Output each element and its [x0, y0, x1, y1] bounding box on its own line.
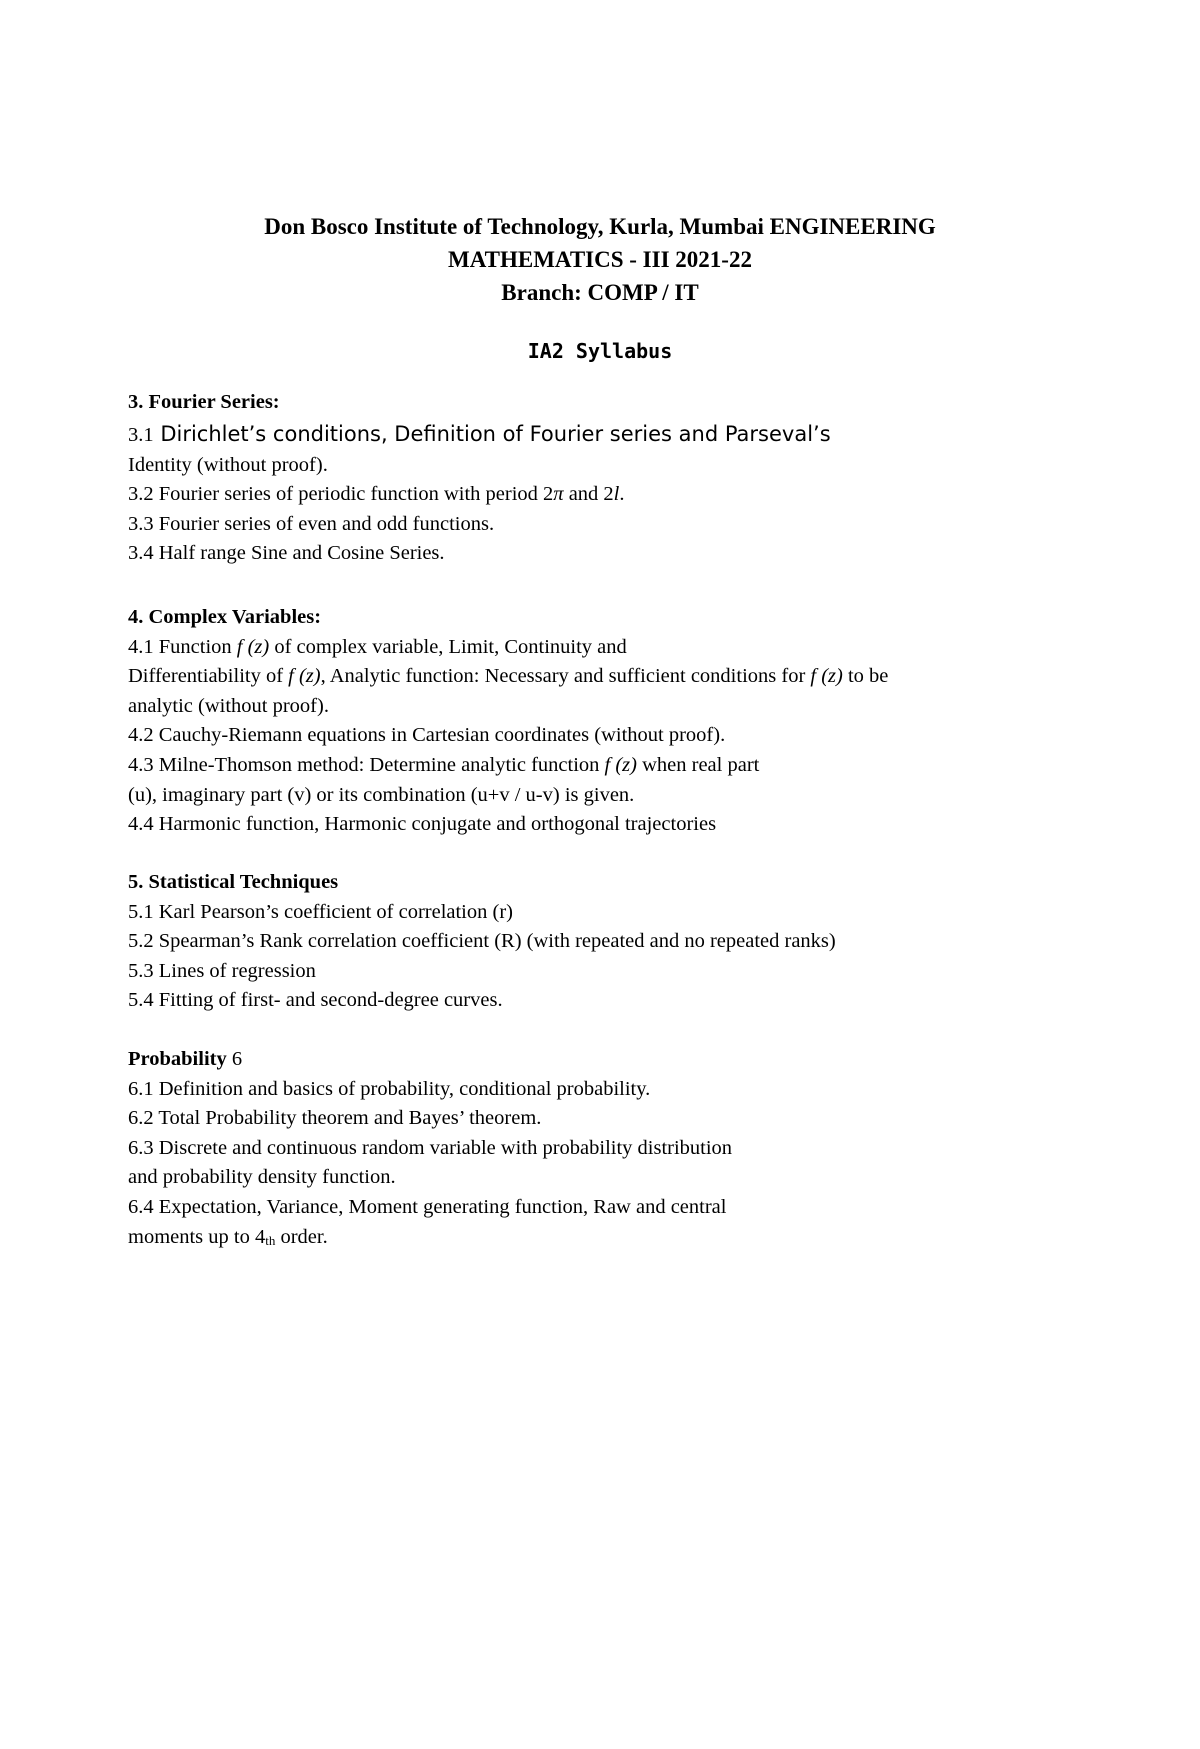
item-number: 3.1 — [128, 423, 154, 446]
section-fourier-series — [128, 388, 1088, 569]
list-item: 3.4 Half range Sine and Cosine Series. — [128, 542, 445, 565]
list-item-continuation — [128, 662, 1088, 692]
section-title: 4. Complex Variables: — [128, 606, 322, 628]
item-text: moments up to 4 — [128, 1225, 266, 1248]
l-symbol: l — [613, 483, 620, 506]
list-item-continuation: and probability density function. — [128, 1166, 396, 1189]
syllabus-title: IA2 Syllabus — [527, 339, 673, 363]
item-text: . — [619, 483, 625, 506]
list-item — [128, 633, 1088, 663]
item-text: and 2 — [563, 483, 614, 506]
list-item: 3.3 Fourier series of even and odd functions. — [128, 512, 495, 535]
pi-symbol: π — [553, 483, 564, 506]
section-probability — [128, 1045, 1088, 1255]
list-item: 4.4 Harmonic function, Harmonic conjugate and orthogonal trajectories — [128, 813, 717, 836]
item-text: Dirichlet’s conditions, Definition of Fourier series and Parseval’s — [160, 421, 831, 446]
item-text: to be — [842, 665, 889, 688]
header-line-institute: Don Bosco Institute of Technology, Kurla, Mumbai ENGINEERING — [264, 214, 936, 239]
header-line-course: MATHEMATICS - III 2021-22 — [448, 247, 752, 272]
section-title: 5. Statistical Techniques — [128, 871, 339, 893]
list-item: 5.3 Lines of regression — [128, 959, 316, 982]
section-statistical-techniques — [128, 868, 1088, 1016]
section-title: 3. Fourier Series: — [128, 391, 280, 413]
list-item: 5.2 Spearman’s Rank correlation coefficient (R) (with repeated and no repeated ranks) — [128, 930, 836, 953]
fz-symbol: f (z) — [810, 665, 843, 688]
list-item-continuation: (u), imaginary part (v) or its combination (u+v / u-v) is given. — [128, 783, 635, 806]
list-item: 5.1 Karl Pearson’s coefficient of correlation (r) — [128, 900, 513, 923]
ordinal-suffix: th — [265, 1232, 276, 1248]
list-item-continuation: analytic (without proof). — [128, 694, 329, 717]
list-item — [128, 480, 1088, 510]
item-text: 3.2 Fourier series of periodic function with period 2 — [128, 483, 554, 506]
document-header — [0, 210, 1200, 309]
item-text: 4.1 Function — [128, 635, 237, 658]
item-text: Differentiability of — [128, 665, 289, 688]
list-item: 6.2 Total Probability theorem and Bayes’ theorem. — [128, 1107, 542, 1130]
fz-symbol: f (z) — [288, 665, 321, 688]
list-item — [128, 418, 1088, 451]
list-item: 6.3 Discrete and continuous random variable with probability distribution — [128, 1136, 733, 1159]
list-item — [128, 751, 1088, 781]
list-item: 6.4 Expectation, Variance, Moment generating function, Raw and central — [128, 1195, 727, 1218]
section-title — [128, 1045, 1088, 1075]
fz-symbol: f (z) — [236, 635, 270, 658]
list-item-continuation: Identity (without proof). — [128, 453, 328, 476]
fz-symbol: f (z) — [604, 753, 637, 776]
list-item: 4.2 Cauchy-Riemann equations in Cartesian coordinates (without proof). — [128, 724, 726, 747]
item-text: of complex variable, Limit, Continuity and — [269, 635, 627, 658]
item-text: 4.3 Milne-Thomson method: Determine analytic function — [128, 753, 605, 776]
section-title-text: Probability — [128, 1048, 227, 1070]
list-item: 6.1 Definition and basics of probability, conditional probability. — [128, 1077, 651, 1100]
list-item-continuation — [128, 1223, 1088, 1256]
section-number: 6 — [226, 1048, 243, 1070]
section-complex-variables — [128, 603, 1088, 840]
item-text: , Analytic function: Necessary and sufficient conditions for — [320, 665, 811, 688]
item-text: order. — [275, 1225, 328, 1248]
list-item: 5.4 Fitting of first- and second-degree curves. — [128, 989, 503, 1012]
item-text: when real part — [636, 753, 760, 776]
header-line-branch: Branch: COMP / IT — [501, 280, 699, 305]
